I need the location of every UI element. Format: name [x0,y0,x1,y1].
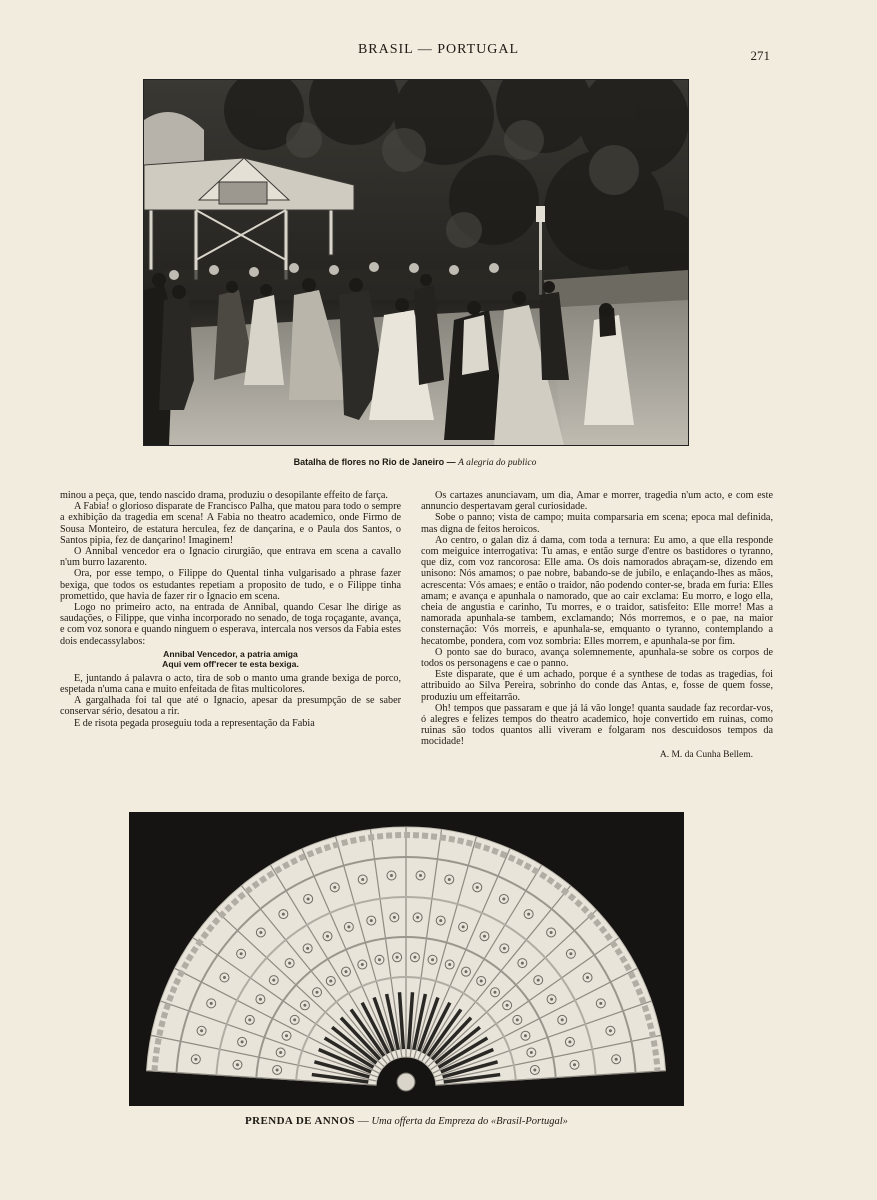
paragraph: O ponto sae do buraco, avança solemnemente, apunhala-se sobre os corpos de todos os personagens e cae o panno. [421,646,773,670]
paragraph: E de risota pegada proseguiu toda a representação da Fabia [74,717,315,729]
paragraph: Este disparate, que é um achado, porque é a synthese de todas as tragedias, foi attribuido ao Silva Pereira, sobrinho do conde das Antas, e, fosse de quem fosse, produziu um effeitarrão. [421,669,773,703]
bottom-photo-caption [129,1115,684,1127]
caption-title: Batalha de flores no Rio de Janeiro [293,457,445,467]
caption-separator: — [444,457,459,467]
caption-subtitle: Uma offerta da Empreza do «Brasil-Portugal» [371,1116,568,1127]
paragraph: E, juntando á palavra o acto, tira de sob o manto uma grande bexiga de porco, espetada n'uma cana e muito enfeitada de fitas multicolores. [60,672,401,696]
verse-line: Annibal Vencedor, a patria amiga [163,648,298,659]
caption-subtitle: A alegria do publico [458,458,537,468]
paragraph: Ao centro, o galan diz á dama, com toda a ternura: Eu amo, a que ella responde com meiguice interrogativa: Tu amas, e então surge d'entre os bastidores o tyranno, que diz, com voz rancorosa: Elle ama. Os dois namorados abraçam-se, dizendo em unisono: Nós amamos; o pae nobre, babando-se de jubilo, e enlaçando-lhes as mãos, acrescenta: Vós amaes; e então o traidor, não podendo conter-se, brada em furia: Elles amam; e avança e apunhala o namorado, que ao cair exclama: Eu morro, e logo ella, cheia de angustia e carinho, Tu morres, e o traidor, satisfeito: Elle morre! Mas a namorada apunhala-se tambem, exclamando; Nós morremos, e o pae, na maior consternação: Vós morreis, e apunhala-se, emquanto o tyranno, contemplando a hecatombe, pondera, com voz sombria: Elles morrem, e apunhala-se por fim. [421,534,773,647]
paragraph: Sobe o panno; vista de campo; muita comparsaria em scena; epoca mal definida, mas digna de feitos heroicos. [421,512,773,535]
verse-line: Aqui vem off'recer te esta bexiga. [162,658,299,669]
left-text-column [60,490,401,729]
paragraph: O Annibal vencedor era o Ignacio cirurgião, que entrava em scena a cavallo n'um burro lazarento. [60,546,401,569]
top-photo-caption [143,457,687,468]
running-title: BRASIL — PORTUGAL [357,42,520,57]
paragraph: Oh! tempos que passaram e que já lá vão longe! quanta saudade faz recordar-vos, ó alegres e felizes tempos do theatro academico, hoje convertido em ruinas, como ruinas são todos quantos alli viveram e folgaram nos descuidosos tempos da mocidade! [421,702,773,748]
paragraph: minou a peça, que, tendo nascido drama, produziu o desopilante effeito de farça. [60,490,388,501]
verse-quote [60,649,401,669]
caption-separator: — [354,1115,372,1127]
author-signature: A. M. da Cunha Bellem. [659,749,753,760]
caption-title: PRENDA DE ANNOS [245,1115,355,1127]
paragraph: A gargalhada foi tal que até o Ignacio, apesar da presumpção de se saber conservar sério, desatou a rir. [60,695,401,718]
page-number: 271 [750,48,770,63]
paragraph: Ora, por esse tempo, o Filippe do Quental tinha vulgarisado a phrase fazer bexiga, que todos os estudantes repetiam a proposito de tudo, e o Filippe tinha promettido, que havia de fazer rir o Ignacio em scena. [60,568,401,602]
flower-battle-photo [143,79,689,446]
paragraph: Logo no primeiro acto, na entrada de Annibal, quando Cesar lhe dirige as saudações, o Filippe, que vinha incorporado no senado, de toga roçagante, avança, e com voz sonora e quando ninguem o esperava, intercala nos versos da Fabia estes dois endecassylabos: [60,602,401,647]
paragraph: Os cartazes anunciavam, um dia, Amar e morrer, tragedia n'um acto, e com este annuncio despertavam geral curiosidade. [421,490,773,513]
fan-illustration [147,827,666,1091]
paragraph: A Fabia! o glorioso disparate de Francisco Palha, que matou para todo o sempre a exhibição da tragedia em scena! A Fabia no theatro academico, onde Firmo de Sousa Monteiro, de estatura herculea, fez de dançarina, e o Paula dos Santos, o Santos pipia, fez de dançarino! Imaginem! [60,501,401,546]
lace-fan-photo [129,812,684,1106]
right-text-column [421,490,773,761]
